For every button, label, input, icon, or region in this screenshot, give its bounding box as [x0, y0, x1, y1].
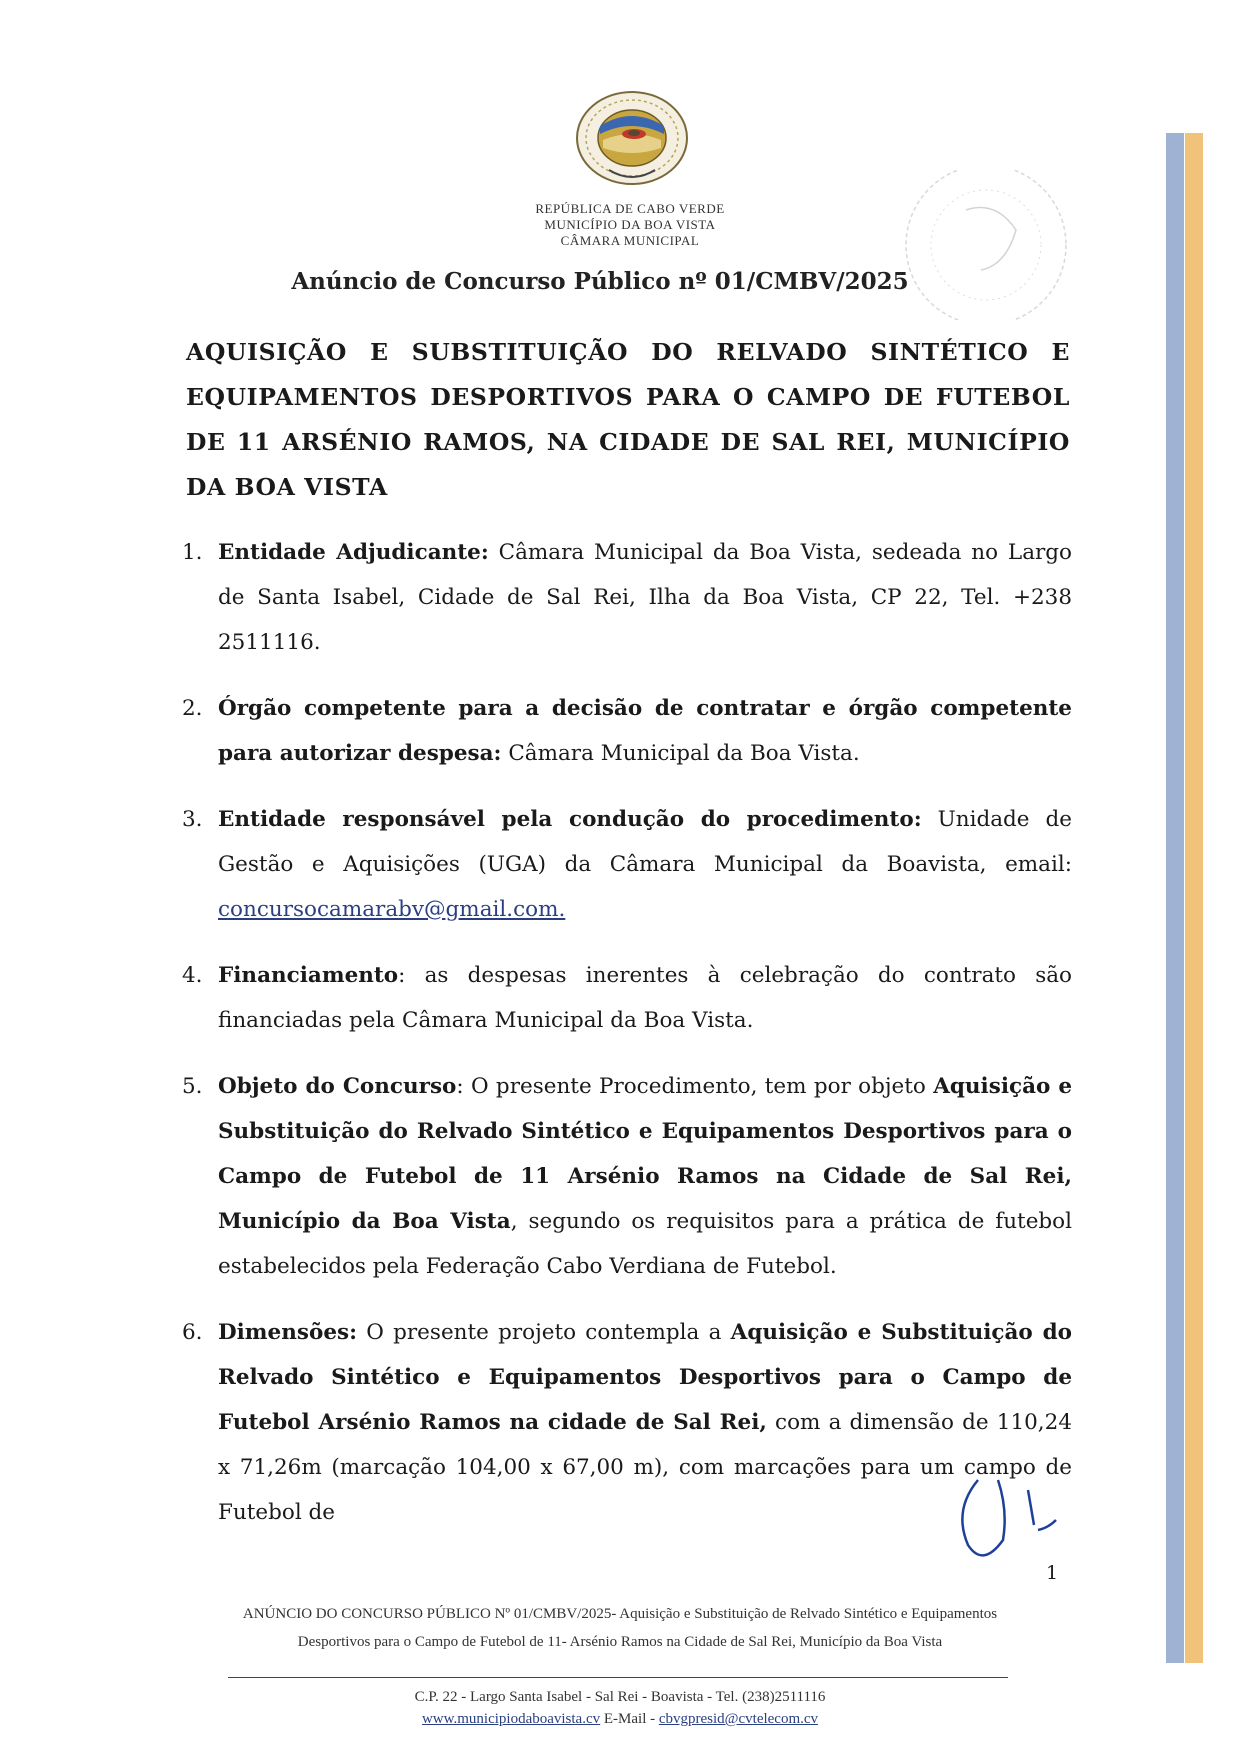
item-label: Dimensões:	[218, 1320, 358, 1345]
item-text: Unidade de Gestão e Aquisições (UGA) da Câmara Municipal da Boavista, email:	[218, 807, 1072, 877]
item-label: Entidade responsável pela condução do procedimento:	[218, 807, 922, 832]
website-link[interactable]: www.municipiodaboavista.cv	[421, 1711, 601, 1727]
email-label: E-Mail -	[600, 1711, 659, 1727]
decorative-stripe-blue	[1166, 133, 1184, 1663]
footer-note	[150, 1600, 1090, 1656]
document-title: Anúncio de Concurso Público nº 01/CMBV/2025	[291, 268, 909, 295]
municipality-line: MUNICÍPIO DA BOA VISTA	[544, 217, 716, 232]
item-bold-text: Aquisição e Substituição do Relvado Sintético e Equipamentos Desportivos para o Campo de Futebol de 11 Arsénio Ramos na Cidade de Sal Rei, Município da Boa Vista	[218, 1074, 1073, 1234]
item-label: Órgão competente para a decisão de contratar e órgão competente para autorizar despesa:	[218, 696, 1072, 766]
list-item	[182, 686, 1072, 776]
item-text: : O presente Procedimento, tem por objeto	[456, 1074, 934, 1099]
announcement-items	[182, 530, 1072, 1556]
list-item	[182, 1310, 1072, 1535]
footer-line: ANÚNCIO DO CONCURSO PÚBLICO Nº 01/CMBV/2025- Aquisição e Substituição de Relvado Sintético e Equipamentos	[242, 1606, 998, 1622]
item-text: O presente projeto contempla a	[357, 1320, 731, 1345]
signature-icon	[948, 1470, 1078, 1570]
footer-line: Desportivos para o Campo de Futebol de 11- Arsénio Ramos na Cidade de Sal Rei, Município da Boa Vista	[297, 1634, 943, 1650]
item-text: , segundo os requisitos para a prática de futebol estabelecidos pela Federação Cabo Verdiana de Futebol.	[218, 1209, 1072, 1279]
list-item	[182, 797, 1072, 932]
footer-email-link[interactable]: cbvgpresid@cvtelecom.cv	[658, 1711, 819, 1727]
item-number: 4.	[182, 963, 203, 988]
item-text: : as despesas inerentes à celebração do contrato são financiadas pela Câmara Municipal da Boa Vista.	[218, 963, 1072, 1033]
list-item	[182, 953, 1072, 1043]
item-text: com a dimensão de 110,24 x 71,26m (marcação 104,00 x 67,00 m), com marcações para um campo de Futebol de	[218, 1410, 1072, 1525]
stamp-watermark-icon	[866, 170, 1106, 320]
republic-line: REPÚBLICA DE CABO VERDE	[535, 201, 725, 216]
council-line: CÂMARA MUNICIPAL	[560, 233, 700, 248]
item-number: 1.	[182, 540, 203, 565]
procurement-subject: AQUISIÇÃO E SUBSTITUIÇÃO DO RELVADO SINTÉTICO E EQUIPAMENTOS DESPORTIVOS PARA O CAMPO DE FUTEBOL DE 11 ARSÉNIO RAMOS, NA CIDADE DE SAL REI, MUNICÍPIO DA BOA VISTA	[186, 338, 1070, 501]
municipal-seal-icon	[573, 88, 691, 188]
item-label: Entidade Adjudicante:	[218, 540, 489, 565]
item-text: Câmara Municipal da Boa Vista.	[501, 741, 860, 766]
institution-header	[430, 201, 830, 249]
item-number: 2.	[182, 696, 203, 721]
item-number: 3.	[182, 807, 203, 832]
footer-address: C.P. 22 - Largo Santa Isabel - Sal Rei - Boavista - Tel. (238)2511116	[414, 1689, 826, 1705]
contact-email-link[interactable]: concursocamarabv@gmail.com.	[218, 897, 566, 922]
item-number: 5.	[182, 1074, 203, 1099]
decorative-stripe-orange	[1185, 133, 1203, 1663]
item-label: Objeto do Concurso	[218, 1074, 457, 1099]
item-label: Financiamento	[218, 963, 399, 988]
item-text: Câmara Municipal da Boa Vista, sedeada no Largo de Santa Isabel, Cidade de Sal Rei, Ilha da Boa Vista, CP 22, Tel. +238 2511116.	[218, 540, 1072, 655]
item-number: 6.	[182, 1320, 203, 1345]
item-bold-text: Aquisição e Substituição do Relvado Sintético e Equipamentos Desportivos para o Campo de Futebol Arsénio Ramos na cidade de Sal Rei,	[218, 1320, 1072, 1435]
footer-divider	[228, 1677, 1008, 1678]
footer-contact	[250, 1686, 990, 1730]
page-number: 1	[1046, 1562, 1059, 1584]
list-item	[182, 530, 1072, 665]
list-item	[182, 1064, 1072, 1289]
